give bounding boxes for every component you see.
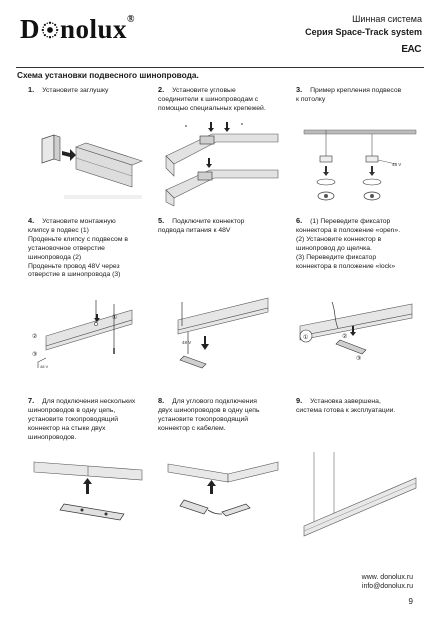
logo-sun-icon: [41, 21, 59, 39]
step-6-text: [296, 217, 416, 271]
step-6-marker-3: ③: [356, 356, 362, 362]
step-7-linear-connector-illustration: [30, 456, 146, 532]
step-instruction: Установите угловые соединители к шинопроводам с помощью специальных крепежей.: [158, 87, 266, 112]
step-1-end-cap-illustration: [34, 125, 144, 205]
step-6-marker-2: ②: [342, 334, 348, 340]
logo-letter-d: D: [20, 14, 40, 44]
step-3-text: [296, 86, 416, 105]
eac-cert-mark: EAC: [401, 44, 421, 55]
step-instruction: Пример крепления подвесов к потолку: [296, 87, 402, 103]
step-number: 2.: [158, 85, 165, 94]
step-instruction: Для углового подключения двух шинопроводов в одну цепь установите токопроводящий коннектор с кабелем.: [158, 398, 260, 432]
step-4-voltage-label: 48 V: [40, 364, 49, 369]
step-8-text: [158, 397, 278, 434]
step-instruction: Установите заглушку: [42, 87, 109, 94]
step-9-completed-installation-illustration: [300, 448, 420, 540]
step-number: 8.: [158, 396, 165, 405]
header-divider: [16, 67, 424, 68]
step-4-suspension-clip-illustration: [28, 296, 148, 378]
step-instruction: Установите монтажную клипсу в подвес (1) Проденьте клипсу с подвесом в установочное отверстие шинопровода (2) Проденьте провод 48V через отверстие в шинопровода (3): [28, 218, 128, 279]
step-4-marker-3: ③: [32, 352, 38, 358]
step-number: 7.: [28, 396, 35, 405]
footer-email[interactable]: info@donolux.ru: [361, 583, 413, 590]
step-instruction: (1) Переведите фиксатор коннектора в положение «open». (2) Установите коннектор в шинопровод до щелчка. (3) Переведите фиксатор коннектора в положение «lock»: [296, 218, 401, 270]
header-category: Шинная система: [352, 14, 422, 24]
page-number: 9: [408, 597, 413, 606]
step-instruction: Установка завершена, система готова к эксплуатации.: [296, 398, 396, 414]
step-number: 5.: [158, 216, 165, 225]
step-7-text: [28, 397, 148, 443]
step-2-text: [158, 86, 278, 114]
step-number: 1.: [28, 85, 35, 94]
step-instruction: Для подключения нескольких шинопроводов в одну цепь, установите токопроводящий коннектор на стыке двух шинопроводов.: [28, 398, 136, 441]
step-number: 9.: [296, 396, 303, 405]
step-6-connector-lock-illustration: [296, 296, 420, 376]
step-4-marker-2: ②: [32, 334, 38, 340]
step-5-voltage-label: 48 V: [182, 340, 192, 345]
footer-website[interactable]: www. donolux.ru: [361, 574, 413, 581]
step-9-text: [296, 397, 416, 416]
step-number: 6.: [296, 216, 303, 225]
header-series: Серия Space-Track system: [305, 27, 422, 37]
brand-logo: [20, 14, 135, 45]
step-3-ceiling-mount-illustration: [300, 126, 420, 208]
logo-letters-rest: nolux: [60, 14, 128, 44]
step-4-marker-1: ①: [112, 315, 118, 321]
step-6-marker-1: ①: [303, 335, 309, 341]
registered-mark: ®: [127, 14, 136, 25]
step-number: 4.: [28, 216, 35, 225]
step-2-corner-connectors-illustration: [160, 118, 280, 206]
step-5-power-connector-illustration: [168, 296, 278, 380]
step-number: 3.: [296, 85, 303, 94]
step-5-text: [158, 217, 278, 236]
scheme-title: Схема установки подвесного шинопровода.: [17, 70, 199, 80]
step-3-voltage-label: 48 V: [392, 162, 402, 167]
step-1-text: [28, 86, 148, 96]
step-4-text: [28, 217, 148, 280]
step-instruction: Подключите коннектор подвода питания к 48V: [158, 218, 245, 234]
step-8-corner-cable-connector-illustration: [164, 456, 282, 532]
